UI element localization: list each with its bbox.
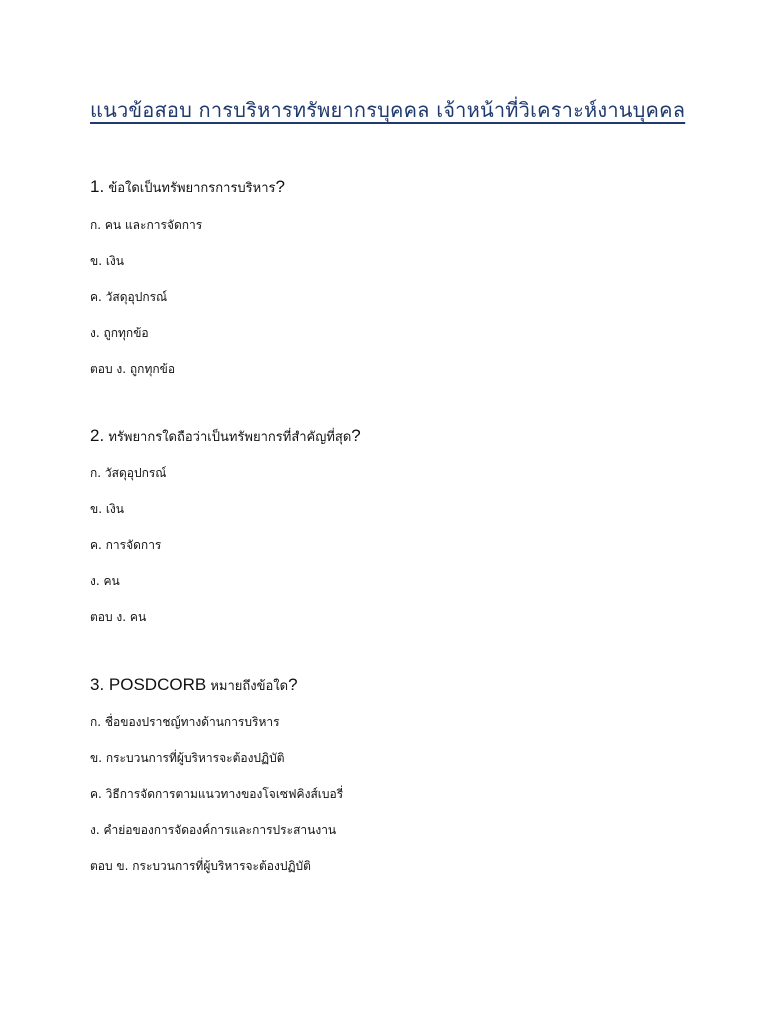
- question-2-option-a: ก. วัสดุอุปกรณ์: [90, 466, 167, 480]
- question-1-title: [90, 177, 710, 199]
- question-1-mark: ?: [275, 177, 285, 196]
- question-1-option-d: ง. ถูกทุกข้อ: [90, 326, 149, 340]
- question-3: [90, 675, 710, 885]
- question-1-answer: ตอบ ง. ถูกทุกข้อ: [90, 362, 176, 376]
- question-3-answer: ตอบ ข. กระบวนการที่ผู้บริหารจะต้องปฏิบัติ: [90, 859, 311, 873]
- question-2-mark: ?: [351, 426, 361, 445]
- question-1-option-c: ค. วัสดุอุปกรณ์: [90, 290, 168, 304]
- question-3-mark: ?: [288, 675, 298, 694]
- question-3-number: 3. POSDCORB: [90, 675, 207, 694]
- question-3-text: หมายถึงข้อใด: [206, 679, 289, 694]
- question-2-text: ทรัพยากรใดถือว่าเป็นทรัพยากรที่สำคัญที่สุด: [104, 430, 352, 445]
- question-2-option-d: ง. คน: [90, 574, 120, 588]
- question-1-option-b: ข. เงิน: [90, 254, 124, 268]
- question-1-number: 1.: [90, 177, 105, 196]
- question-2-number: 2.: [90, 426, 105, 445]
- question-2: [90, 426, 710, 636]
- question-3-option-b: ข. กระบวนการที่ผู้บริหารจะต้องปฏิบัติ: [90, 751, 285, 765]
- question-3-title: [90, 675, 710, 697]
- page-title: แนวข้อสอบ การบริหารทรัพยากรบุคคล เจ้าหน้าที่วิเคราะห์งานบุคคล: [90, 98, 686, 122]
- question-3-option-d: ง. คำย่อของการจัดองค์การและการประสานงาน: [90, 823, 337, 837]
- question-1-text: ข้อใดเป็นทรัพยากรการบริหาร: [104, 181, 276, 196]
- question-1: [90, 177, 710, 387]
- question-2-title: [90, 426, 710, 448]
- question-2-option-b: ข. เงิน: [90, 502, 124, 516]
- question-2-option-c: ค. การจัดการ: [90, 538, 162, 552]
- question-1-option-a: ก. คน และการจัดการ: [90, 218, 203, 232]
- question-3-option-a: ก. ชื่อของปราชญ์ทางด้านการบริหาร: [90, 715, 280, 729]
- question-3-option-c: ค. วิธีการจัดการตามแนวทางของโจเซฟคิงส์เบอรี่: [90, 787, 344, 801]
- question-2-answer: ตอบ ง. คน: [90, 610, 147, 624]
